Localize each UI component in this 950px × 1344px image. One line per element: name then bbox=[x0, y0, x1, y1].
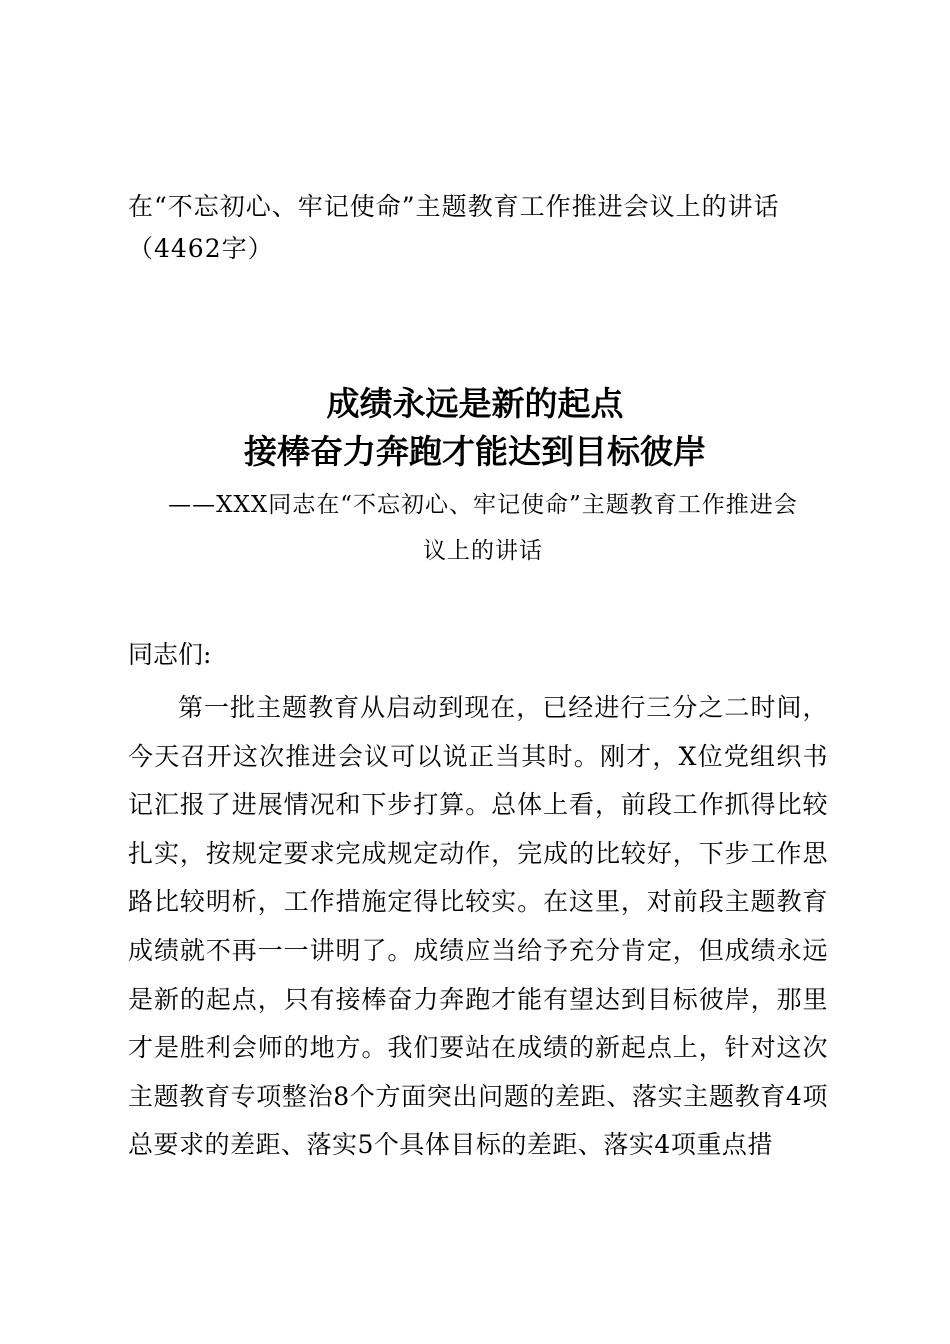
body-paragraph: 第一批主题教育从启动到现在，已经进行三分之二时间，今天召开这次推进会议可以说正当其时。刚才，X位党组织书记汇报了进展情况和下步打算。总体上看，前段工作抓得比较扎实，按规定要求完成规定动作，完成的比较好，下步工作思路比较明析，工作措施定得比较实。在这里，对前段主题教育成绩就不再一一讲明了。成绩应当给予充分肯定，但成绩永远是新的起点，只有接棒奋力奔跑才能有望达到目标彼岸，那里才是胜利会师的地方。我们要站在成绩的新起点上，针对这次主题教育专项整治8个方面突出问题的差距、落实主题教育4项总要求的差距、落实5个具体目标的差距、落实4项重点措 bbox=[128, 693, 828, 1160]
heading-word-count: （4462字） bbox=[128, 234, 274, 263]
subtitle-line-2: 议上的讲话 bbox=[423, 538, 543, 564]
subtitle-line-1: ——XXX同志在“不忘初心、牢记使命”主题教育工作推进会 bbox=[168, 492, 798, 518]
salutation: 同志们: bbox=[128, 640, 212, 669]
speech-subtitle bbox=[128, 482, 838, 574]
heading-line-1: 在“不忘初心、牢记使命”主题教育工作推进会议上的讲话 bbox=[128, 192, 780, 221]
title-line-1: 成绩永远是新的起点 bbox=[326, 384, 624, 423]
speech-title bbox=[110, 380, 840, 476]
document-heading bbox=[128, 186, 838, 270]
title-line-2: 接棒奋力奔跑才能达到目标彼岸 bbox=[244, 432, 706, 471]
